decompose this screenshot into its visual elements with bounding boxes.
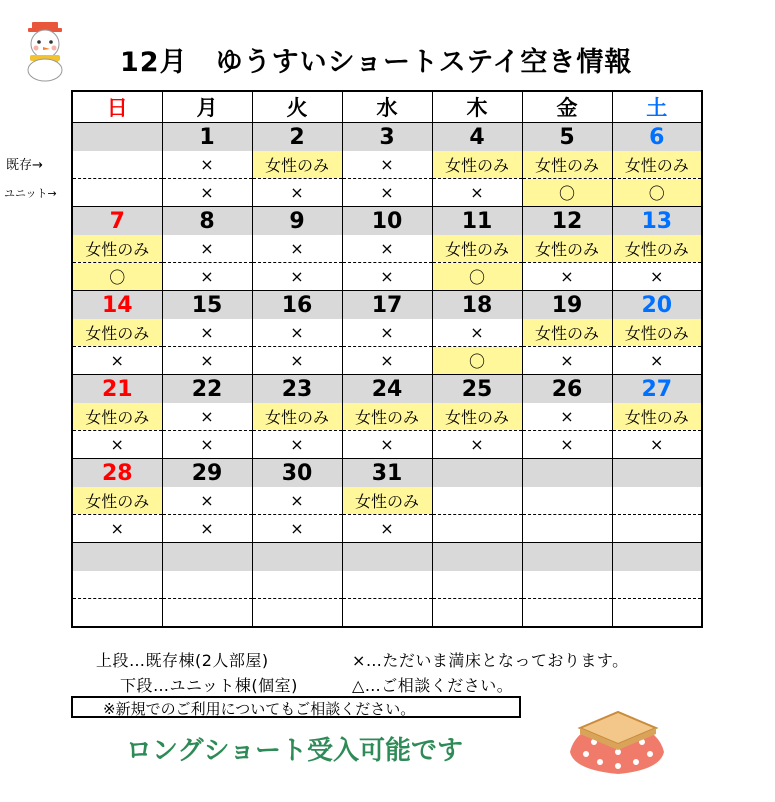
date-cell-sat: 20 bbox=[612, 291, 702, 320]
date-row bbox=[72, 123, 702, 152]
unit-availability-row bbox=[72, 179, 702, 207]
unit-status-cell bbox=[612, 515, 702, 543]
page-title: 12月 ゆうすいショートステイ空き情報 bbox=[120, 47, 633, 78]
existing-status-cell bbox=[252, 571, 342, 599]
legend-lower: 下段…ユニット棟(個室) bbox=[120, 676, 298, 695]
existing-status-cell: 女性のみ bbox=[612, 235, 702, 263]
existing-status-cell bbox=[432, 571, 522, 599]
existing-status-cell: 女性のみ bbox=[612, 319, 702, 347]
date-cell-wed: 3 bbox=[342, 123, 432, 152]
existing-status-cell: 女性のみ bbox=[432, 403, 522, 431]
weekday-header-row bbox=[72, 91, 702, 123]
date-cell-sun: 21 bbox=[72, 375, 162, 404]
unit-status-cell: × bbox=[252, 515, 342, 543]
note-box: ※新規でのご利用についてもご相談ください。 bbox=[71, 696, 521, 718]
existing-status-cell: × bbox=[162, 319, 252, 347]
existing-status-cell: 女性のみ bbox=[342, 487, 432, 515]
date-cell-sun: 28 bbox=[72, 459, 162, 488]
existing-status-cell: 女性のみ bbox=[522, 151, 612, 179]
date-cell-tue: 30 bbox=[252, 459, 342, 488]
date-cell-tue: 23 bbox=[252, 375, 342, 404]
unit-status-cell: × bbox=[72, 347, 162, 375]
date-cell-thu bbox=[432, 543, 522, 572]
unit-status-cell: × bbox=[342, 515, 432, 543]
unit-status-cell: 〇 bbox=[432, 347, 522, 375]
existing-status-cell bbox=[72, 151, 162, 179]
existing-status-cell bbox=[522, 571, 612, 599]
existing-status-cell: 女性のみ bbox=[612, 403, 702, 431]
weekday-fri: 金 bbox=[522, 91, 612, 123]
unit-status-cell: 〇 bbox=[72, 263, 162, 291]
date-row bbox=[72, 291, 702, 320]
unit-status-cell: × bbox=[612, 431, 702, 459]
weekday-sun: 日 bbox=[72, 91, 162, 123]
date-cell-wed: 31 bbox=[342, 459, 432, 488]
existing-availability-row bbox=[72, 319, 702, 347]
date-cell-fri: 26 bbox=[522, 375, 612, 404]
date-cell-thu: 4 bbox=[432, 123, 522, 152]
unit-status-cell: × bbox=[342, 263, 432, 291]
date-row bbox=[72, 207, 702, 236]
legend-triangle: △…ご相談ください。 bbox=[352, 676, 514, 695]
date-cell-wed: 17 bbox=[342, 291, 432, 320]
existing-status-cell bbox=[612, 487, 702, 515]
existing-status-cell: × bbox=[162, 151, 252, 179]
legend-cross: ×…ただいま満床となっております。 bbox=[352, 651, 629, 670]
weekday-mon: 月 bbox=[162, 91, 252, 123]
date-cell-fri bbox=[522, 459, 612, 488]
unit-status-cell: × bbox=[342, 179, 432, 207]
date-cell-tue: 2 bbox=[252, 123, 342, 152]
date-cell-sun: 7 bbox=[72, 207, 162, 236]
existing-status-cell: × bbox=[252, 487, 342, 515]
weekday-thu: 木 bbox=[432, 91, 522, 123]
unit-status-cell: × bbox=[522, 263, 612, 291]
unit-status-cell: × bbox=[522, 347, 612, 375]
existing-status-cell: 女性のみ bbox=[342, 403, 432, 431]
date-cell-tue bbox=[252, 543, 342, 572]
unit-status-cell: × bbox=[612, 263, 702, 291]
existing-status-cell: × bbox=[432, 319, 522, 347]
unit-status-cell bbox=[342, 599, 432, 628]
unit-status-cell: × bbox=[432, 431, 522, 459]
existing-status-cell: × bbox=[342, 235, 432, 263]
date-cell-sat bbox=[612, 543, 702, 572]
unit-status-cell: × bbox=[252, 179, 342, 207]
existing-status-cell: 女性のみ bbox=[432, 235, 522, 263]
snowman-icon bbox=[18, 20, 74, 82]
date-cell-thu: 18 bbox=[432, 291, 522, 320]
existing-availability-row bbox=[72, 151, 702, 179]
date-cell-fri: 5 bbox=[522, 123, 612, 152]
unit-availability-row bbox=[72, 599, 702, 628]
date-cell-tue: 16 bbox=[252, 291, 342, 320]
existing-availability-row bbox=[72, 235, 702, 263]
weekday-sat: 土 bbox=[612, 91, 702, 123]
unit-status-cell bbox=[612, 599, 702, 628]
existing-status-cell: 女性のみ bbox=[522, 235, 612, 263]
row-label-unit: ユニット→ bbox=[4, 187, 57, 200]
date-cell-fri: 12 bbox=[522, 207, 612, 236]
row-label-existing: 既存→ bbox=[6, 158, 43, 173]
date-cell-sun: 14 bbox=[72, 291, 162, 320]
date-cell-thu: 25 bbox=[432, 375, 522, 404]
unit-status-cell: × bbox=[162, 515, 252, 543]
existing-status-cell: × bbox=[162, 403, 252, 431]
existing-availability-row bbox=[72, 487, 702, 515]
weekday-wed: 水 bbox=[342, 91, 432, 123]
unit-status-cell bbox=[72, 179, 162, 207]
existing-availability-row bbox=[72, 571, 702, 599]
unit-status-cell bbox=[522, 515, 612, 543]
unit-status-cell bbox=[432, 515, 522, 543]
date-cell-fri: 19 bbox=[522, 291, 612, 320]
date-cell-mon: 22 bbox=[162, 375, 252, 404]
unit-status-cell: 〇 bbox=[522, 179, 612, 207]
slogan: ロングショート受入可能です bbox=[126, 736, 463, 766]
date-cell-sat: 13 bbox=[612, 207, 702, 236]
unit-status-cell bbox=[162, 599, 252, 628]
unit-status-cell: × bbox=[72, 431, 162, 459]
existing-status-cell: × bbox=[252, 235, 342, 263]
unit-status-cell: 〇 bbox=[432, 263, 522, 291]
unit-status-cell bbox=[522, 599, 612, 628]
unit-status-cell: × bbox=[342, 347, 432, 375]
unit-availability-row bbox=[72, 263, 702, 291]
date-row bbox=[72, 543, 702, 572]
existing-status-cell bbox=[612, 571, 702, 599]
date-cell-sat: 6 bbox=[612, 123, 702, 152]
date-cell-sat: 27 bbox=[612, 375, 702, 404]
existing-status-cell: 女性のみ bbox=[432, 151, 522, 179]
existing-status-cell: 女性のみ bbox=[72, 487, 162, 515]
date-row bbox=[72, 375, 702, 404]
unit-status-cell: × bbox=[252, 431, 342, 459]
unit-status-cell: 〇 bbox=[612, 179, 702, 207]
unit-status-cell: × bbox=[72, 515, 162, 543]
date-cell-wed bbox=[342, 543, 432, 572]
date-row bbox=[72, 459, 702, 488]
existing-status-cell: 女性のみ bbox=[522, 319, 612, 347]
unit-status-cell: × bbox=[162, 263, 252, 291]
unit-status-cell: × bbox=[162, 179, 252, 207]
unit-availability-row bbox=[72, 431, 702, 459]
unit-status-cell: × bbox=[162, 431, 252, 459]
date-cell-tue: 9 bbox=[252, 207, 342, 236]
unit-status-cell: × bbox=[252, 347, 342, 375]
existing-status-cell: 女性のみ bbox=[252, 403, 342, 431]
unit-status-cell: × bbox=[342, 431, 432, 459]
date-cell-sun bbox=[72, 543, 162, 572]
weekday-tue: 火 bbox=[252, 91, 342, 123]
existing-status-cell: 女性のみ bbox=[72, 319, 162, 347]
date-cell-mon: 29 bbox=[162, 459, 252, 488]
existing-status-cell: × bbox=[342, 319, 432, 347]
date-cell-mon: 1 bbox=[162, 123, 252, 152]
unit-status-cell: × bbox=[162, 347, 252, 375]
unit-status-cell: × bbox=[252, 263, 342, 291]
date-cell-sun bbox=[72, 123, 162, 152]
existing-status-cell bbox=[342, 571, 432, 599]
date-cell-mon: 8 bbox=[162, 207, 252, 236]
existing-status-cell bbox=[162, 571, 252, 599]
legend-upper: 上段…既存棟(2人部屋) bbox=[96, 651, 269, 670]
existing-status-cell bbox=[432, 487, 522, 515]
existing-status-cell bbox=[72, 571, 162, 599]
existing-status-cell bbox=[522, 487, 612, 515]
unit-availability-row bbox=[72, 515, 702, 543]
existing-status-cell: × bbox=[162, 235, 252, 263]
existing-availability-row bbox=[72, 403, 702, 431]
kotatsu-icon bbox=[566, 690, 668, 780]
unit-status-cell: × bbox=[522, 431, 612, 459]
existing-status-cell: 女性のみ bbox=[252, 151, 342, 179]
unit-status-cell: × bbox=[432, 179, 522, 207]
date-cell-thu: 11 bbox=[432, 207, 522, 236]
unit-availability-row bbox=[72, 347, 702, 375]
existing-status-cell: × bbox=[162, 487, 252, 515]
date-cell-sat bbox=[612, 459, 702, 488]
existing-status-cell: × bbox=[252, 319, 342, 347]
unit-status-cell bbox=[432, 599, 522, 628]
date-cell-mon bbox=[162, 543, 252, 572]
unit-status-cell bbox=[72, 599, 162, 628]
date-cell-thu bbox=[432, 459, 522, 488]
existing-status-cell: × bbox=[522, 403, 612, 431]
date-cell-wed: 10 bbox=[342, 207, 432, 236]
existing-status-cell: 女性のみ bbox=[612, 151, 702, 179]
availability-calendar bbox=[71, 90, 703, 628]
date-cell-mon: 15 bbox=[162, 291, 252, 320]
existing-status-cell: × bbox=[342, 151, 432, 179]
date-cell-wed: 24 bbox=[342, 375, 432, 404]
existing-status-cell: 女性のみ bbox=[72, 403, 162, 431]
existing-status-cell: 女性のみ bbox=[72, 235, 162, 263]
unit-status-cell: × bbox=[612, 347, 702, 375]
date-cell-fri bbox=[522, 543, 612, 572]
unit-status-cell bbox=[252, 599, 342, 628]
